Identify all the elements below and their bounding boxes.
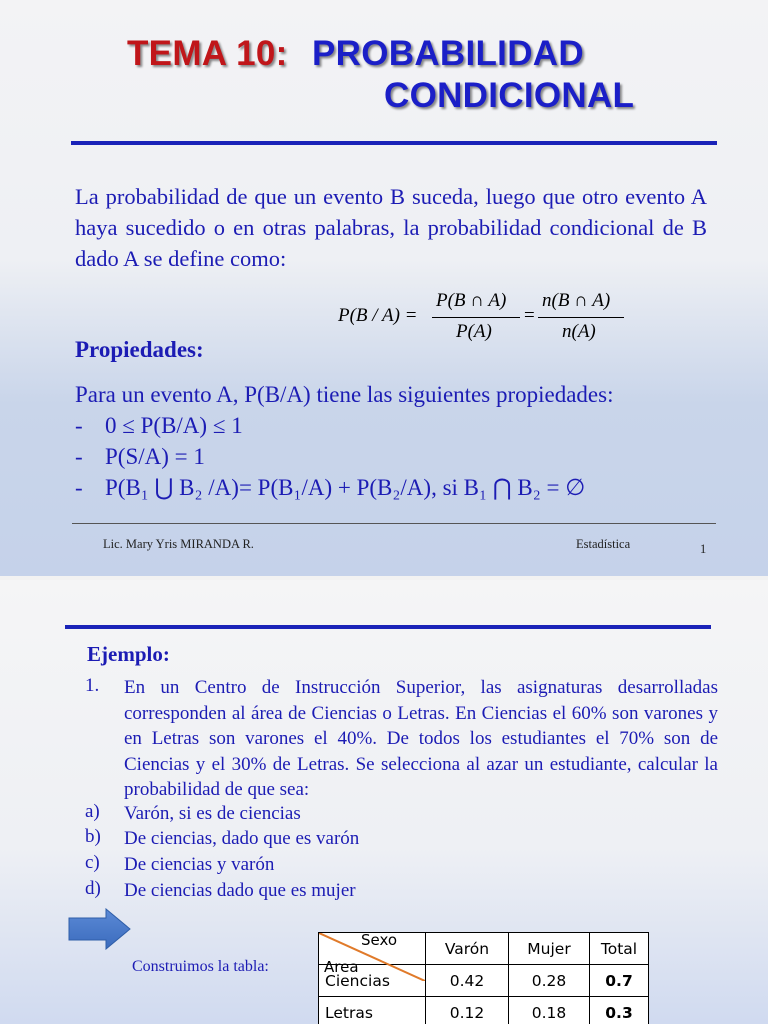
footer-subject: Estadística (576, 537, 631, 551)
property-dash: - (75, 413, 83, 438)
header-rule (65, 625, 711, 629)
property-text: 0 ≤ P(B/A) ≤ 1 (105, 413, 243, 438)
corner-cell (319, 931, 426, 976)
item-label: a) (85, 801, 100, 822)
column-header: Mujer (509, 933, 590, 965)
formula-denominator-2: n(A) (562, 321, 596, 342)
property-text: P(B₁ ⋃ B₂ /A)= P(B₁/A) + P(B₂/A), si B₁ ⋂ B₂ = ∅ (105, 475, 586, 500)
intro-paragraph: La probabilidad de que un evento B suceda, luego que otro evento A haya sucedido o en otras palabras, la probabilidad condicional de B dado A se define como: (75, 184, 707, 271)
column-header: Total (590, 933, 649, 965)
item-text: En un Centro de Instrucción Superior, las asignaturas desarrolladas corresponden al área de Ciencias o Letras. En Ciencias el 60% son varones y en Letras son varones el 40%. De todos los estudiantes el 70% son de Ciencias y el 30% de Letras. Se selecciona al azar un estudiante, calcular la probabilidad de que sea: (124, 677, 718, 800)
formula-equals: = (524, 305, 535, 326)
column-header: Varón (426, 933, 509, 965)
footer-page-number: 1 (700, 542, 707, 556)
table-cell: 0.42 (426, 965, 509, 997)
example-heading: Ejemplo: (87, 642, 170, 666)
table-cell: 0.12 (426, 997, 509, 1024)
table-row (319, 997, 649, 1024)
item-text: Varón, si es de ciencias (124, 803, 301, 824)
footer-author: Lic. Mary Yris MIRANDA R. (103, 537, 254, 551)
title-line-2: CONDICIONAL (384, 76, 635, 115)
corner-bottom-label: Area (324, 958, 359, 976)
conditional-probability-formula (338, 290, 638, 342)
properties-intro: Para un evento A, P(B/A) tiene las siguientes propiedades: (75, 382, 614, 407)
title-line-1: PROBABILIDAD (312, 34, 584, 73)
formula-denominator-1: P(A) (456, 321, 492, 342)
construimos-label: Construimos la tabla: (132, 958, 269, 975)
fraction-bar-2 (538, 317, 624, 318)
row-label: Letras (319, 997, 426, 1024)
formula-lhs: P(B / A) = (338, 305, 418, 326)
property-dash: - (75, 475, 83, 500)
item-label: d) (85, 878, 101, 899)
item-text: De ciencias y varón (124, 854, 275, 875)
corner-top-label: Sexo (361, 931, 398, 949)
formula-numerator-1: P(B ∩ A) (436, 290, 507, 311)
table-cell: 0.18 (509, 997, 590, 1024)
property-text: P(S/A) = 1 (105, 444, 205, 469)
item-text: De ciencias dado que es mujer (124, 880, 356, 901)
table-header-row (319, 933, 649, 965)
contingency-table (318, 932, 649, 1024)
item-label: b) (85, 826, 101, 847)
footer-rule (72, 523, 716, 524)
table-cell: 0.3 (590, 997, 649, 1024)
properties-heading: Propiedades: (75, 337, 204, 362)
right-arrow-icon (68, 908, 132, 950)
table-cell: 0.28 (509, 965, 590, 997)
formula-numerator-2: n(B ∩ A) (542, 290, 611, 311)
fraction-bar-1 (432, 317, 520, 318)
table-cell: 0.7 (590, 965, 649, 997)
row-label: Ciencias (319, 965, 426, 997)
item-label: 1. (85, 675, 100, 696)
item-text: De ciencias, dado que es varón (124, 828, 360, 849)
property-dash: - (75, 444, 83, 469)
title-prefix: TEMA 10: (127, 34, 288, 73)
title-rule (71, 141, 717, 145)
item-label: c) (85, 852, 100, 873)
slide-2 (0, 580, 768, 1024)
